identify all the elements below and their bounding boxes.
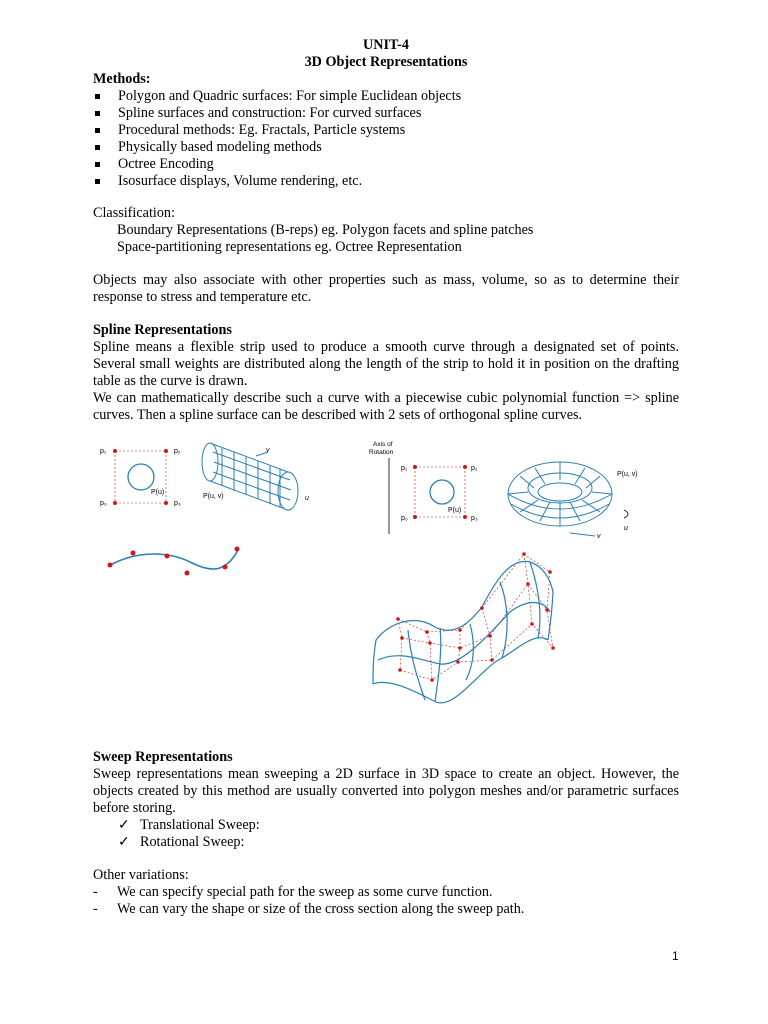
label-u-cyl: u <box>305 495 309 502</box>
label-p1: p₁ <box>401 465 408 472</box>
list-item: Isosurface displays, Volume rendering, etc. <box>93 173 679 190</box>
list-item: - We can vary the shape or size of the cross section along the sweep path. <box>93 901 525 917</box>
label-p3: p₃ <box>471 515 478 522</box>
label-v-torus: v <box>597 533 601 540</box>
list-item: Procedural methods: Eg. Fractals, Particle systems <box>93 122 679 139</box>
label-axis-2: Rotation <box>369 449 394 456</box>
weight-point <box>223 565 228 570</box>
sweep-list <box>93 817 679 851</box>
check-icon: ✓ <box>118 834 130 850</box>
sweep-section <box>93 749 679 851</box>
spline-figure <box>90 432 680 722</box>
label-v-cyl: v <box>266 447 270 454</box>
label-puv-cyl: P(u, v) <box>203 493 224 500</box>
spline-paragraph-2: We can mathematically describe such a curve with a piecewise cubic polynomial function => spline curves. Then a spline surface can be described with 2 sets of orthogonal spline curves. <box>93 390 679 423</box>
label-pu: P(u) <box>448 507 462 514</box>
properties-paragraph: Objects may also associate with other properties such as mass, volume, so as to determine their response to stress and temperature etc. <box>93 272 679 305</box>
spline-section <box>93 322 679 424</box>
label-u-torus: u <box>624 525 628 532</box>
list-item: Boundary Representations (B-reps) eg. Polygon facets and spline patches <box>117 222 534 238</box>
list-item: ✓ Rotational Sweep: <box>118 834 245 850</box>
label-p0: p₀ <box>100 500 107 507</box>
rotation-axis-diagram <box>369 441 478 534</box>
spline-curve-diagram <box>108 547 240 576</box>
methods-heading: Methods: <box>93 71 151 87</box>
label-p2: p₂ <box>174 448 181 455</box>
weight-point <box>235 547 240 552</box>
torus-surface <box>508 462 612 526</box>
spline-surface-diagram <box>373 552 555 703</box>
label-p2: p₂ <box>471 465 478 472</box>
label-axis-1: Axis of <box>373 441 393 448</box>
check-icon: ✓ <box>118 817 130 833</box>
page-number: 1 <box>672 949 679 963</box>
spline-circle <box>430 480 454 504</box>
other-variations-section <box>93 867 679 918</box>
list-item: Spline surfaces and construction: For curved surfaces <box>93 105 679 122</box>
label-pu: P(u) <box>151 489 165 496</box>
classification-section <box>93 205 679 256</box>
list-item: ✓ Translational Sweep: <box>118 817 260 833</box>
weight-point <box>131 551 136 556</box>
unit-heading: UNIT-4 <box>363 37 409 53</box>
list-item: Polygon and Quadric surfaces: For simple Euclidean objects <box>93 88 679 105</box>
spline-heading: Spline Representations <box>93 322 232 338</box>
weight-point <box>108 563 113 568</box>
label-puv-torus: P(u, v) <box>617 471 638 478</box>
list-item: Octree Encoding <box>93 156 679 173</box>
control-point-circle-diagram <box>100 448 181 507</box>
sweep-paragraph: Sweep representations mean sweeping a 2D surface in 3D space to create an object. However, the objects created by this method are usually converted into polygon meshes and/or parametric surfaces before storing. <box>93 766 679 816</box>
classification-heading: Classification: <box>93 205 175 221</box>
list-item: Space-partitioning representations eg. Octree Representation <box>117 239 462 255</box>
spline-circle <box>128 464 154 490</box>
weight-point <box>185 571 190 576</box>
list-item: - We can specify special path for the sweep as some curve function. <box>93 884 493 900</box>
other-variations-list <box>93 884 679 918</box>
label-p3: p₃ <box>174 500 181 507</box>
label-p0: p₀ <box>401 515 408 522</box>
list-item: Physically based modeling methods <box>93 139 679 156</box>
methods-list <box>93 88 679 190</box>
methods-section <box>93 71 679 190</box>
weight-point <box>165 554 170 559</box>
label-p1: p₁ <box>100 448 107 455</box>
other-variations-heading: Other variations: <box>93 867 189 883</box>
page-title: 3D Object Representations <box>304 54 468 70</box>
spline-paragraph-1: Spline means a flexible strip used to produce a smooth curve through a designated set of points. Several small weights are distributed along the length of the strip to hold it in position on the drafting table as the curve is drawn. <box>93 339 679 389</box>
sweep-heading: Sweep Representations <box>93 749 233 765</box>
